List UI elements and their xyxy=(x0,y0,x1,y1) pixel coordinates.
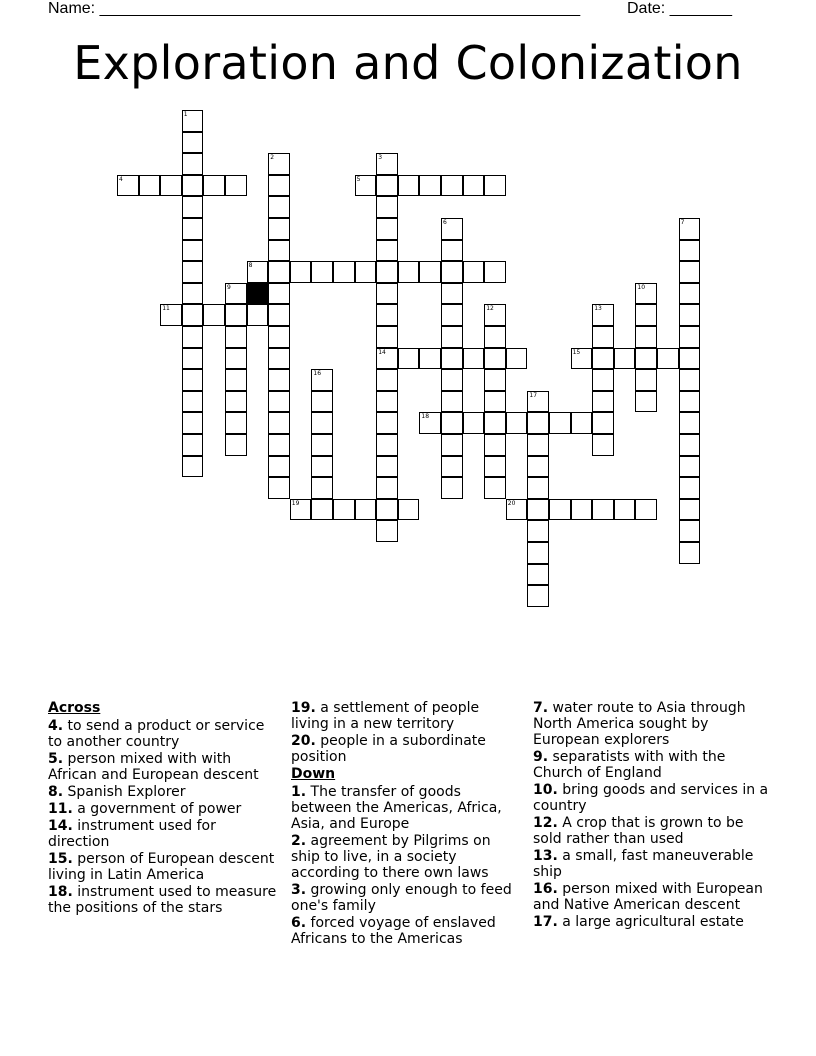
grid-cell[interactable] xyxy=(376,175,398,197)
clue-item xyxy=(533,848,769,880)
grid-cell[interactable] xyxy=(182,391,204,413)
grid-cell[interactable] xyxy=(614,499,636,521)
clue-item xyxy=(533,749,769,781)
page-title: Exploration and Colonization xyxy=(73,36,743,90)
clue-item xyxy=(533,815,769,847)
clue-number-label: 12. xyxy=(533,815,558,831)
clue-text: The transfer of goods between the Americas, Africa, Asia, and Europe xyxy=(291,784,502,832)
grid-cell[interactable] xyxy=(268,412,290,434)
grid-cell[interactable] xyxy=(268,175,290,197)
grid-cell[interactable] xyxy=(527,542,549,564)
grid-cell[interactable] xyxy=(527,564,549,586)
grid-cell[interactable] xyxy=(376,477,398,499)
clue-number: 11 xyxy=(162,305,170,313)
clue-item xyxy=(533,914,769,930)
grid-cell[interactable] xyxy=(635,369,657,391)
grid-cell[interactable] xyxy=(268,391,290,413)
clue-number: 5 xyxy=(356,175,361,183)
clue-number-label: 1. xyxy=(291,784,307,800)
clue-text: Spanish Explorer xyxy=(63,784,186,800)
grid-cell[interactable] xyxy=(419,348,441,370)
grid-cell[interactable] xyxy=(290,499,312,521)
clue-number: 1 xyxy=(183,111,188,118)
clue-item xyxy=(291,882,521,914)
grid-cell[interactable] xyxy=(182,175,204,197)
grid-cell[interactable] xyxy=(182,110,204,132)
clues-column-1 xyxy=(48,700,278,917)
grid-cell[interactable] xyxy=(182,304,204,326)
grid-cell[interactable] xyxy=(355,499,377,521)
grid-cell[interactable] xyxy=(182,153,204,175)
grid-cell[interactable] xyxy=(484,261,506,283)
grid-cell[interactable] xyxy=(376,283,398,305)
grid-cell[interactable] xyxy=(592,348,614,370)
grid-cell[interactable] xyxy=(527,585,549,607)
grid-cell[interactable] xyxy=(247,304,269,326)
grid-cell[interactable] xyxy=(657,348,679,370)
clue-text: a large agricultural estate xyxy=(557,914,744,930)
grid-cell[interactable] xyxy=(527,456,549,478)
grid-cell[interactable] xyxy=(484,477,506,499)
clue-item xyxy=(291,784,521,832)
grid-cell[interactable] xyxy=(484,304,506,326)
grid-cell[interactable] xyxy=(441,304,463,326)
grid-cell[interactable] xyxy=(268,240,290,262)
clue-number: 14 xyxy=(378,348,386,356)
grid-cell[interactable] xyxy=(398,261,420,283)
across-heading: Across xyxy=(48,700,101,716)
grid-cell[interactable] xyxy=(506,412,528,434)
across-clue-list-continued xyxy=(291,700,521,765)
clue-item xyxy=(291,733,521,765)
grid-cell[interactable] xyxy=(635,283,657,305)
grid-cell[interactable] xyxy=(311,456,333,478)
clue-text: person of European descent living in Latin America xyxy=(48,851,275,883)
clue-number: 20 xyxy=(507,499,516,507)
black-cell xyxy=(247,283,269,305)
grid-cell[interactable] xyxy=(182,218,204,240)
clue-number-label: 9. xyxy=(533,749,549,765)
grid-cell[interactable] xyxy=(376,520,398,542)
grid-cell[interactable] xyxy=(376,304,398,326)
grid-cell[interactable] xyxy=(679,348,701,370)
clue-number-label: 18. xyxy=(48,884,73,900)
grid-cell[interactable] xyxy=(441,283,463,305)
grid-cell[interactable] xyxy=(182,196,204,218)
grid-cell[interactable] xyxy=(160,304,182,326)
clue-text: a government of power xyxy=(72,801,242,817)
grid-cell[interactable] xyxy=(268,218,290,240)
down-heading: Down xyxy=(291,766,336,782)
clue-number-label: 11. xyxy=(48,801,73,817)
grid-cell[interactable] xyxy=(441,326,463,348)
grid-cell[interactable] xyxy=(679,520,701,542)
clue-number-label: 4. xyxy=(48,718,64,734)
down-clue-list-continued xyxy=(533,700,769,930)
grid-cell[interactable] xyxy=(182,132,204,154)
grid-cell[interactable] xyxy=(268,283,290,305)
grid-cell[interactable] xyxy=(527,499,549,521)
grid-cell[interactable] xyxy=(441,412,463,434)
grid-cell[interactable] xyxy=(376,218,398,240)
clue-number: 17 xyxy=(529,391,538,399)
grid-cell[interactable] xyxy=(679,261,701,283)
clue-item xyxy=(48,884,278,916)
clue-number: 19 xyxy=(291,499,300,507)
clue-number-label: 5. xyxy=(48,751,64,767)
grid-cell[interactable] xyxy=(484,456,506,478)
grid-cell[interactable] xyxy=(635,304,657,326)
clue-item xyxy=(291,833,521,881)
grid-cell[interactable] xyxy=(506,348,528,370)
clue-number: 13 xyxy=(594,305,602,313)
clue-text: bring goods and services in a country xyxy=(533,782,769,814)
clue-item xyxy=(48,784,278,800)
clue-item xyxy=(291,700,521,732)
grid-cell[interactable] xyxy=(182,261,204,283)
date-field[interactable]: Date: _______ xyxy=(627,0,732,17)
clue-text: agreement by Pilgrims on ship to live, in a society according to there own laws xyxy=(291,833,491,881)
grid-cell[interactable] xyxy=(592,412,614,434)
grid-cell[interactable] xyxy=(225,412,247,434)
clue-item xyxy=(48,718,278,750)
grid-cell[interactable] xyxy=(441,456,463,478)
grid-cell[interactable] xyxy=(549,412,571,434)
grid-cell[interactable] xyxy=(117,175,139,197)
grid-cell[interactable] xyxy=(592,391,614,413)
grid-cell[interactable] xyxy=(592,434,614,456)
clue-number: 9 xyxy=(227,283,231,291)
grid-cell[interactable] xyxy=(311,434,333,456)
grid-cell[interactable] xyxy=(592,369,614,391)
grid-cell[interactable] xyxy=(635,391,657,413)
clue-text: separatists with with the Church of England xyxy=(533,749,726,781)
grid-cell[interactable] xyxy=(311,391,333,413)
clue-item xyxy=(533,700,769,748)
clue-item xyxy=(48,851,278,883)
clue-text: A crop that is grown to be sold rather than used xyxy=(533,815,744,847)
grid-cell[interactable] xyxy=(225,369,247,391)
clue-number-label: 16. xyxy=(533,881,558,897)
clue-text: people in a subordinate position xyxy=(291,733,486,765)
grid-cell[interactable] xyxy=(225,348,247,370)
grid-cell[interactable] xyxy=(679,326,701,348)
grid-cell[interactable] xyxy=(419,412,441,434)
grid-cell[interactable] xyxy=(679,240,701,262)
grid-cell[interactable] xyxy=(182,412,204,434)
grid-cell[interactable] xyxy=(376,261,398,283)
grid-cell[interactable] xyxy=(182,326,204,348)
grid-cell[interactable] xyxy=(311,412,333,434)
grid-cell[interactable] xyxy=(592,304,614,326)
clue-number-label: 20. xyxy=(291,733,316,749)
clue-number: 12 xyxy=(486,305,494,313)
grid-cell[interactable] xyxy=(679,456,701,478)
grid-cell[interactable] xyxy=(635,348,657,370)
grid-cell[interactable] xyxy=(311,261,333,283)
grid-cell[interactable] xyxy=(268,261,290,283)
clue-number: 4 xyxy=(119,175,123,183)
grid-cell[interactable] xyxy=(268,153,290,175)
grid-cell[interactable] xyxy=(679,542,701,564)
grid-cell[interactable] xyxy=(355,175,377,197)
clue-number: 2 xyxy=(270,154,275,162)
grid-cell[interactable] xyxy=(441,218,463,240)
grid-cell[interactable] xyxy=(376,391,398,413)
grid-cell[interactable] xyxy=(268,304,290,326)
grid-cell[interactable] xyxy=(506,499,528,521)
grid-cell[interactable] xyxy=(441,391,463,413)
clue-number-label: 8. xyxy=(48,784,64,800)
grid-cell[interactable] xyxy=(376,240,398,262)
grid-cell[interactable] xyxy=(311,477,333,499)
grid-cell[interactable] xyxy=(182,434,204,456)
clue-number: 6 xyxy=(443,219,447,226)
grid-cell[interactable] xyxy=(203,175,225,197)
clue-number-label: 14. xyxy=(48,818,73,834)
grid-cell[interactable] xyxy=(441,369,463,391)
grid-cell[interactable] xyxy=(182,369,204,391)
grid-cell[interactable] xyxy=(333,261,355,283)
grid-cell[interactable] xyxy=(441,348,463,370)
grid-cell[interactable] xyxy=(441,175,463,197)
grid-cell[interactable] xyxy=(527,391,549,413)
grid-cell[interactable] xyxy=(549,499,571,521)
grid-cell[interactable] xyxy=(484,434,506,456)
grid-cell[interactable] xyxy=(679,477,701,499)
clue-item xyxy=(533,881,769,913)
grid-cell[interactable] xyxy=(527,520,549,542)
grid-cell[interactable] xyxy=(311,499,333,521)
clue-text: growing only enough to feed one's family xyxy=(291,882,512,914)
clue-item xyxy=(48,818,278,850)
grid-cell[interactable] xyxy=(225,326,247,348)
grid-cell[interactable] xyxy=(182,348,204,370)
clue-number-label: 17. xyxy=(533,914,558,930)
grid-cell[interactable] xyxy=(463,348,485,370)
across-clue-list xyxy=(48,718,278,916)
clue-item xyxy=(291,915,521,947)
clues-column-3 xyxy=(533,700,769,931)
grid-cell[interactable] xyxy=(225,175,247,197)
grid-cell[interactable] xyxy=(441,240,463,262)
name-field[interactable]: Name: ______________________________________________________ xyxy=(48,0,581,17)
clue-number-label: 10. xyxy=(533,782,558,798)
clue-text: instrument used for direction xyxy=(48,818,216,850)
grid-cell[interactable] xyxy=(679,412,701,434)
grid-cell[interactable] xyxy=(441,434,463,456)
grid-cell[interactable] xyxy=(484,412,506,434)
clue-item xyxy=(48,801,278,817)
clue-text: instrument used to measure the positions of the stars xyxy=(48,884,277,916)
grid-cell[interactable] xyxy=(484,348,506,370)
clue-number-label: 2. xyxy=(291,833,307,849)
clue-number-label: 3. xyxy=(291,882,307,898)
grid-cell[interactable] xyxy=(376,348,398,370)
clue-item xyxy=(48,751,278,783)
grid-cell[interactable] xyxy=(268,348,290,370)
grid-cell[interactable] xyxy=(376,326,398,348)
grid-cell[interactable] xyxy=(419,261,441,283)
grid-cell[interactable] xyxy=(268,196,290,218)
clue-text: forced voyage of enslaved Africans to the Americas xyxy=(291,915,496,947)
grid-cell[interactable] xyxy=(376,196,398,218)
grid-cell[interactable] xyxy=(398,499,420,521)
grid-cell[interactable] xyxy=(376,456,398,478)
grid-cell[interactable] xyxy=(376,499,398,521)
grid-cell[interactable] xyxy=(376,412,398,434)
grid-cell[interactable] xyxy=(484,326,506,348)
grid-cell[interactable] xyxy=(333,499,355,521)
grid-cell[interactable] xyxy=(679,283,701,305)
down-clue-list xyxy=(291,784,521,947)
grid-cell[interactable] xyxy=(679,218,701,240)
clue-number: 3 xyxy=(378,154,383,162)
grid-cell[interactable] xyxy=(484,391,506,413)
clue-number-label: 13. xyxy=(533,848,558,864)
grid-cell[interactable] xyxy=(527,412,549,434)
grid-cell[interactable] xyxy=(225,304,247,326)
grid-cell[interactable] xyxy=(571,412,593,434)
clue-text: person mixed with European and Native American descent xyxy=(533,881,763,913)
clue-number-label: 7. xyxy=(533,700,549,716)
grid-cell[interactable] xyxy=(268,326,290,348)
grid-cell[interactable] xyxy=(614,348,636,370)
grid-cell[interactable] xyxy=(376,153,398,175)
grid-cell[interactable] xyxy=(398,175,420,197)
grid-cell[interactable] xyxy=(225,391,247,413)
grid-cell[interactable] xyxy=(268,456,290,478)
grid-cell[interactable] xyxy=(139,175,161,197)
grid-cell[interactable] xyxy=(463,175,485,197)
grid-cell[interactable] xyxy=(527,434,549,456)
grid-cell[interactable] xyxy=(679,391,701,413)
clue-number: 15 xyxy=(572,348,581,356)
grid-cell[interactable] xyxy=(225,434,247,456)
clue-text: a small, fast maneuverable ship xyxy=(533,848,754,880)
grid-cell[interactable] xyxy=(268,369,290,391)
grid-cell[interactable] xyxy=(679,499,701,521)
grid-cell[interactable] xyxy=(355,261,377,283)
grid-cell[interactable] xyxy=(679,304,701,326)
clue-text: water route to Asia through North America sought by European explorers xyxy=(533,700,746,748)
grid-cell[interactable] xyxy=(419,175,441,197)
grid-cell[interactable] xyxy=(441,477,463,499)
grid-cell[interactable] xyxy=(182,456,204,478)
grid-cell[interactable] xyxy=(635,326,657,348)
grid-cell[interactable] xyxy=(182,283,204,305)
grid-cell[interactable] xyxy=(484,369,506,391)
grid-cell[interactable] xyxy=(527,477,549,499)
clue-text: person mixed with with African and European descent xyxy=(48,751,259,783)
clue-number-label: 19. xyxy=(291,700,316,716)
grid-cell[interactable] xyxy=(311,369,333,391)
clue-text: to send a product or service to another country xyxy=(48,718,265,750)
grid-cell[interactable] xyxy=(268,434,290,456)
grid-cell[interactable] xyxy=(247,261,269,283)
clues-column-2 xyxy=(291,700,521,948)
clue-number-label: 15. xyxy=(48,851,73,867)
grid-cell[interactable] xyxy=(463,261,485,283)
grid-cell[interactable] xyxy=(463,412,485,434)
grid-cell[interactable] xyxy=(679,434,701,456)
grid-cell[interactable] xyxy=(592,326,614,348)
grid-cell[interactable] xyxy=(398,348,420,370)
grid-cell[interactable] xyxy=(160,175,182,197)
clue-item xyxy=(533,782,769,814)
grid-cell[interactable] xyxy=(290,261,312,283)
clue-number: 10 xyxy=(637,283,646,291)
grid-cell[interactable] xyxy=(571,499,593,521)
grid-cell[interactable] xyxy=(182,240,204,262)
clue-number: 8 xyxy=(248,262,253,270)
grid-cell[interactable] xyxy=(376,434,398,456)
grid-cell[interactable] xyxy=(679,369,701,391)
clue-number: 16 xyxy=(313,370,322,378)
grid-cell[interactable] xyxy=(376,369,398,391)
grid-cell[interactable] xyxy=(203,304,225,326)
grid-cell[interactable] xyxy=(268,477,290,499)
grid-cell[interactable] xyxy=(484,175,506,197)
grid-cell[interactable] xyxy=(635,499,657,521)
clue-number: 18 xyxy=(421,413,430,421)
grid-cell[interactable] xyxy=(592,499,614,521)
clue-number: 7 xyxy=(680,219,685,226)
grid-cell[interactable] xyxy=(571,348,593,370)
clue-text: a settlement of people living in a new territory xyxy=(291,700,480,732)
grid-cell[interactable] xyxy=(441,261,463,283)
clue-number-label: 6. xyxy=(291,915,307,931)
grid-cell[interactable] xyxy=(225,283,247,305)
